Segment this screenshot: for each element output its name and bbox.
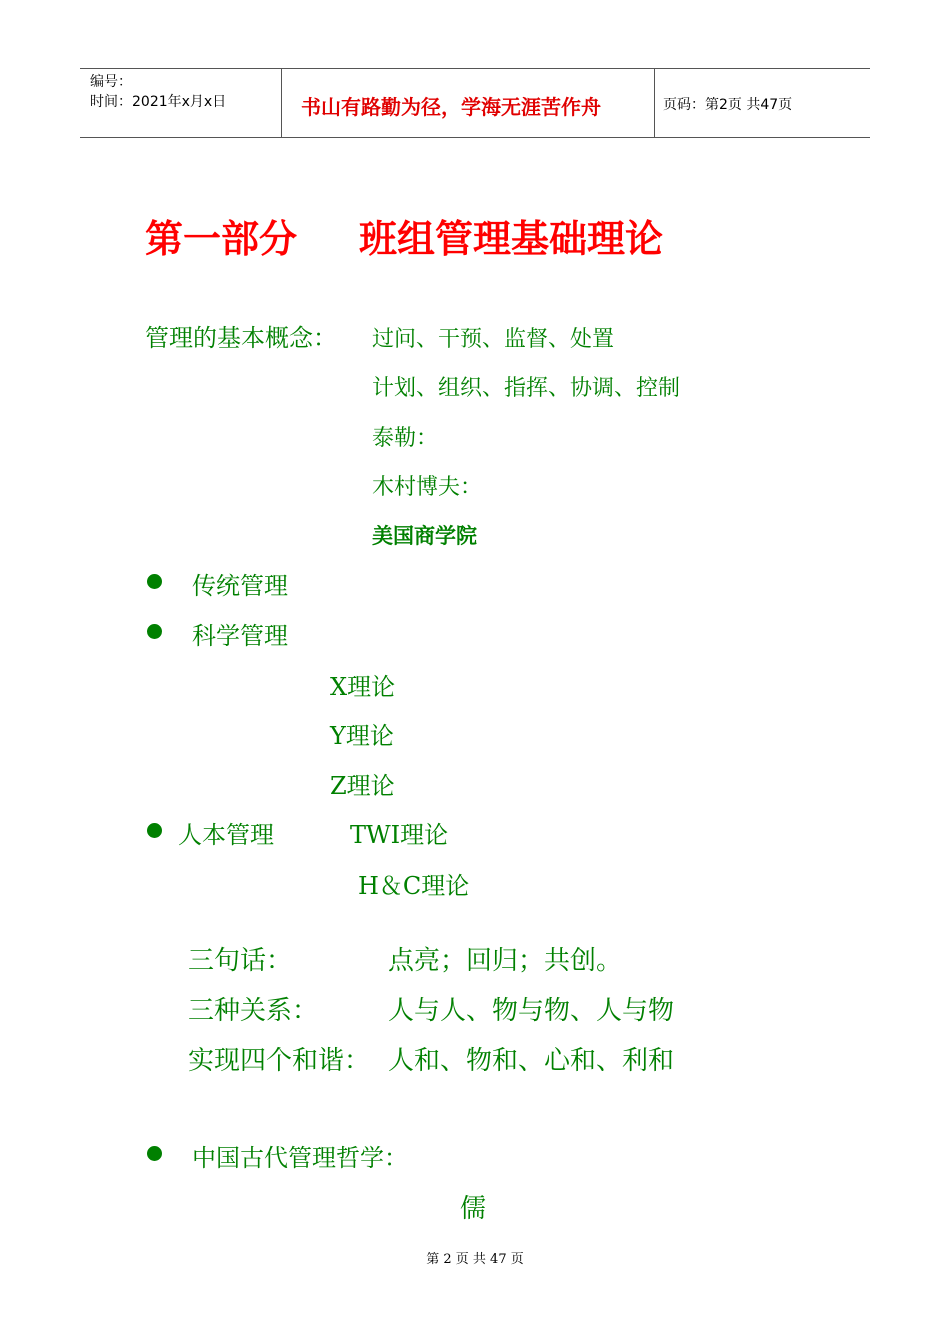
harmony-value: 人和、物和、心和、利和 bbox=[388, 1046, 675, 1076]
bullet-traditional: 传统管理 bbox=[192, 572, 288, 600]
harmony-label: 实现四个和谐： bbox=[188, 1046, 371, 1076]
bullet-humanist: 人本管理 bbox=[178, 821, 274, 849]
philosophy-first: 儒 bbox=[460, 1194, 487, 1224]
bullet-icon bbox=[147, 823, 162, 838]
header-middle-cell bbox=[281, 69, 655, 137]
header-table bbox=[80, 68, 870, 138]
concepts-line-5: 美国商学院 bbox=[372, 524, 477, 548]
bullet-icon bbox=[147, 574, 162, 589]
title-part: 第一部分 bbox=[145, 217, 298, 261]
three-phrases-value: 点亮；回归；共创。 bbox=[388, 946, 623, 976]
three-phrases-label: 三句话： bbox=[188, 946, 293, 976]
page-info: 页码：第2页 共47页 bbox=[663, 97, 793, 113]
concepts-label: 管理的基本概念： bbox=[145, 324, 337, 352]
number-label: 编号： bbox=[90, 74, 132, 90]
twi-theory: TWI理论 bbox=[350, 821, 449, 849]
concepts-line-1: 过问、干预、监督、处置 bbox=[372, 327, 615, 352]
concepts-line-3: 泰勒： bbox=[372, 426, 439, 451]
title-name: 班组管理基础理论 bbox=[359, 217, 664, 261]
header-right-cell bbox=[655, 69, 870, 137]
concepts-line-4: 木村博夫： bbox=[372, 475, 483, 500]
philosophy-label: 中国古代管理哲学： bbox=[192, 1144, 408, 1172]
time-label: 时间：2021年x月x日 bbox=[90, 94, 227, 110]
bullet-icon bbox=[147, 1146, 162, 1161]
three-relations-value: 人与人、物与物、人与物 bbox=[388, 996, 675, 1026]
bullet-scientific: 科学管理 bbox=[192, 622, 288, 650]
z-theory: Z理论 bbox=[330, 772, 395, 800]
header-left-cell bbox=[80, 69, 282, 137]
hc-theory: H＆C理论 bbox=[358, 872, 470, 900]
page-footer: 第 2 页 共 47 页 bbox=[426, 1252, 524, 1267]
motto: 书山有路勤为径，学海无涯苦作舟 bbox=[301, 95, 601, 119]
page-title bbox=[145, 208, 663, 263]
concepts-line-2: 计划、组织、指挥、协调、控制 bbox=[372, 376, 681, 401]
y-theory: Y理论 bbox=[330, 722, 394, 750]
three-relations-label: 三种关系： bbox=[188, 996, 319, 1026]
x-theory: X理论 bbox=[330, 673, 396, 701]
bullet-icon bbox=[147, 624, 162, 639]
